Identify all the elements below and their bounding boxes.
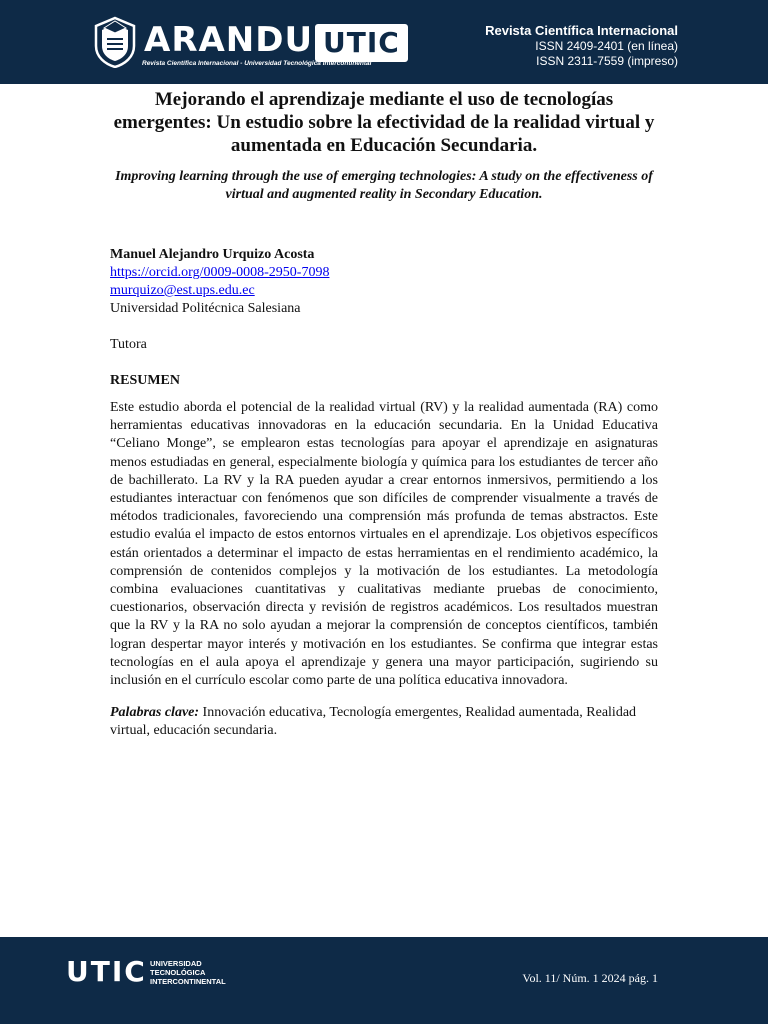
abstract-text: Este estudio aborda el potencial de la realidad virtual (RV) y la realidad aumentada (RA) como herramientas educativas innovadoras en la educación secundaria. En la Unidad Educativa “Celiano Monge”, se emplearon estas tecnologías para apoyar el aprendizaje en asignaturas menos estudiadas en general, especialmente biología y química para los estudiantes de tercer año de bachillerato. La RV y la RA pueden ayudar a crear entornos inmersivos, permitiendo a los estudiantes interactuar con fenómenos que son difíciles de comprender visualmente a través de métodos tradicionales, favoreciendo una comprensión más profunda de temas abstractos. Este estudio evalúa el impacto de estos entornos virtuales en el aprendizaje. Los objetivos específicos están orientados a determinar el impacto de estas herramientas en el rendimiento académico, la comprensión de contenidos complejos y la motivación de los estudiantes. La metodología combina evaluaciones cuantitativas y cualitativas mediante pruebas de conocimiento, cuestionarios, observación directa y revisión de registros académicos. Los resultados muestran que la RV y la RA no solo ayudan a mejorar la comprensión de conceptos científicos, también logran despertar mayor interés y motivación en los estudiantes. Se confirma que integrar estas tecnologías en el aula apoya el aprendizaje y genera una mayor participación, sugiriendo su inclusión en el currículo escolar como parte de una política educativa innovadora. [110, 400, 658, 689]
orcid-link[interactable]: https://orcid.org/0009-0008-2950-7098 [110, 265, 330, 280]
logo-utic: UTIC [315, 24, 408, 62]
footer-univ-line: UNIVERSIDAD [150, 959, 202, 968]
journal-info [485, 22, 678, 69]
footer-univ-line: TECNOLÓGICA [150, 968, 206, 977]
article-body [110, 88, 658, 754]
logo-subtitle: Revista Científica Internacional - Universidad Tecnológica Intercontinental [142, 60, 372, 67]
university-seal-icon [90, 16, 140, 68]
abstract-heading: RESUMEN [110, 373, 181, 388]
article-title: Mejorando el aprendizaje mediante el uso de tecnologías emergentes: Un estudio sobre la efectividad de la realidad virtual y aumentada en Educación Secundaria. [113, 89, 655, 156]
logo-arandu: ARANDU [144, 20, 314, 60]
author-role: Tutora [110, 337, 147, 352]
journal-name: Revista Científica Internacional [485, 23, 678, 38]
footer-univ-line: INTERCONTINENTAL [150, 977, 226, 986]
author-affiliation: Universidad Politécnica Salesiana [110, 301, 301, 316]
keywords-text: Innovación educativa, Tecnología emergentes, Realidad aumentada, Realidad virtual, educación secundaria. [110, 705, 637, 739]
page-info: Vol. 11/ Núm. 1 2024 pág. 1 [522, 971, 658, 985]
email-link[interactable]: murquizo@est.ups.edu.ec [110, 283, 255, 298]
page-footer [0, 937, 768, 1024]
issn-online: ISSN 2409-2401 (en línea) [535, 39, 678, 53]
author-block [110, 246, 658, 318]
keywords-label: Palabras clave: [110, 705, 200, 721]
footer-university-name [150, 959, 226, 986]
author-name: Manuel Alejandro Urquizo Acosta [110, 247, 315, 262]
issn-print: ISSN 2311-7559 (impreso) [536, 54, 678, 68]
keywords [110, 704, 658, 740]
footer-logo-utic: UTIC [66, 955, 147, 988]
journal-header [0, 0, 768, 84]
article-title-english: Improving learning through the use of emerging technologies: A study on the effectiveness of virtual and augmented reality in Secondary Education. [115, 169, 653, 202]
